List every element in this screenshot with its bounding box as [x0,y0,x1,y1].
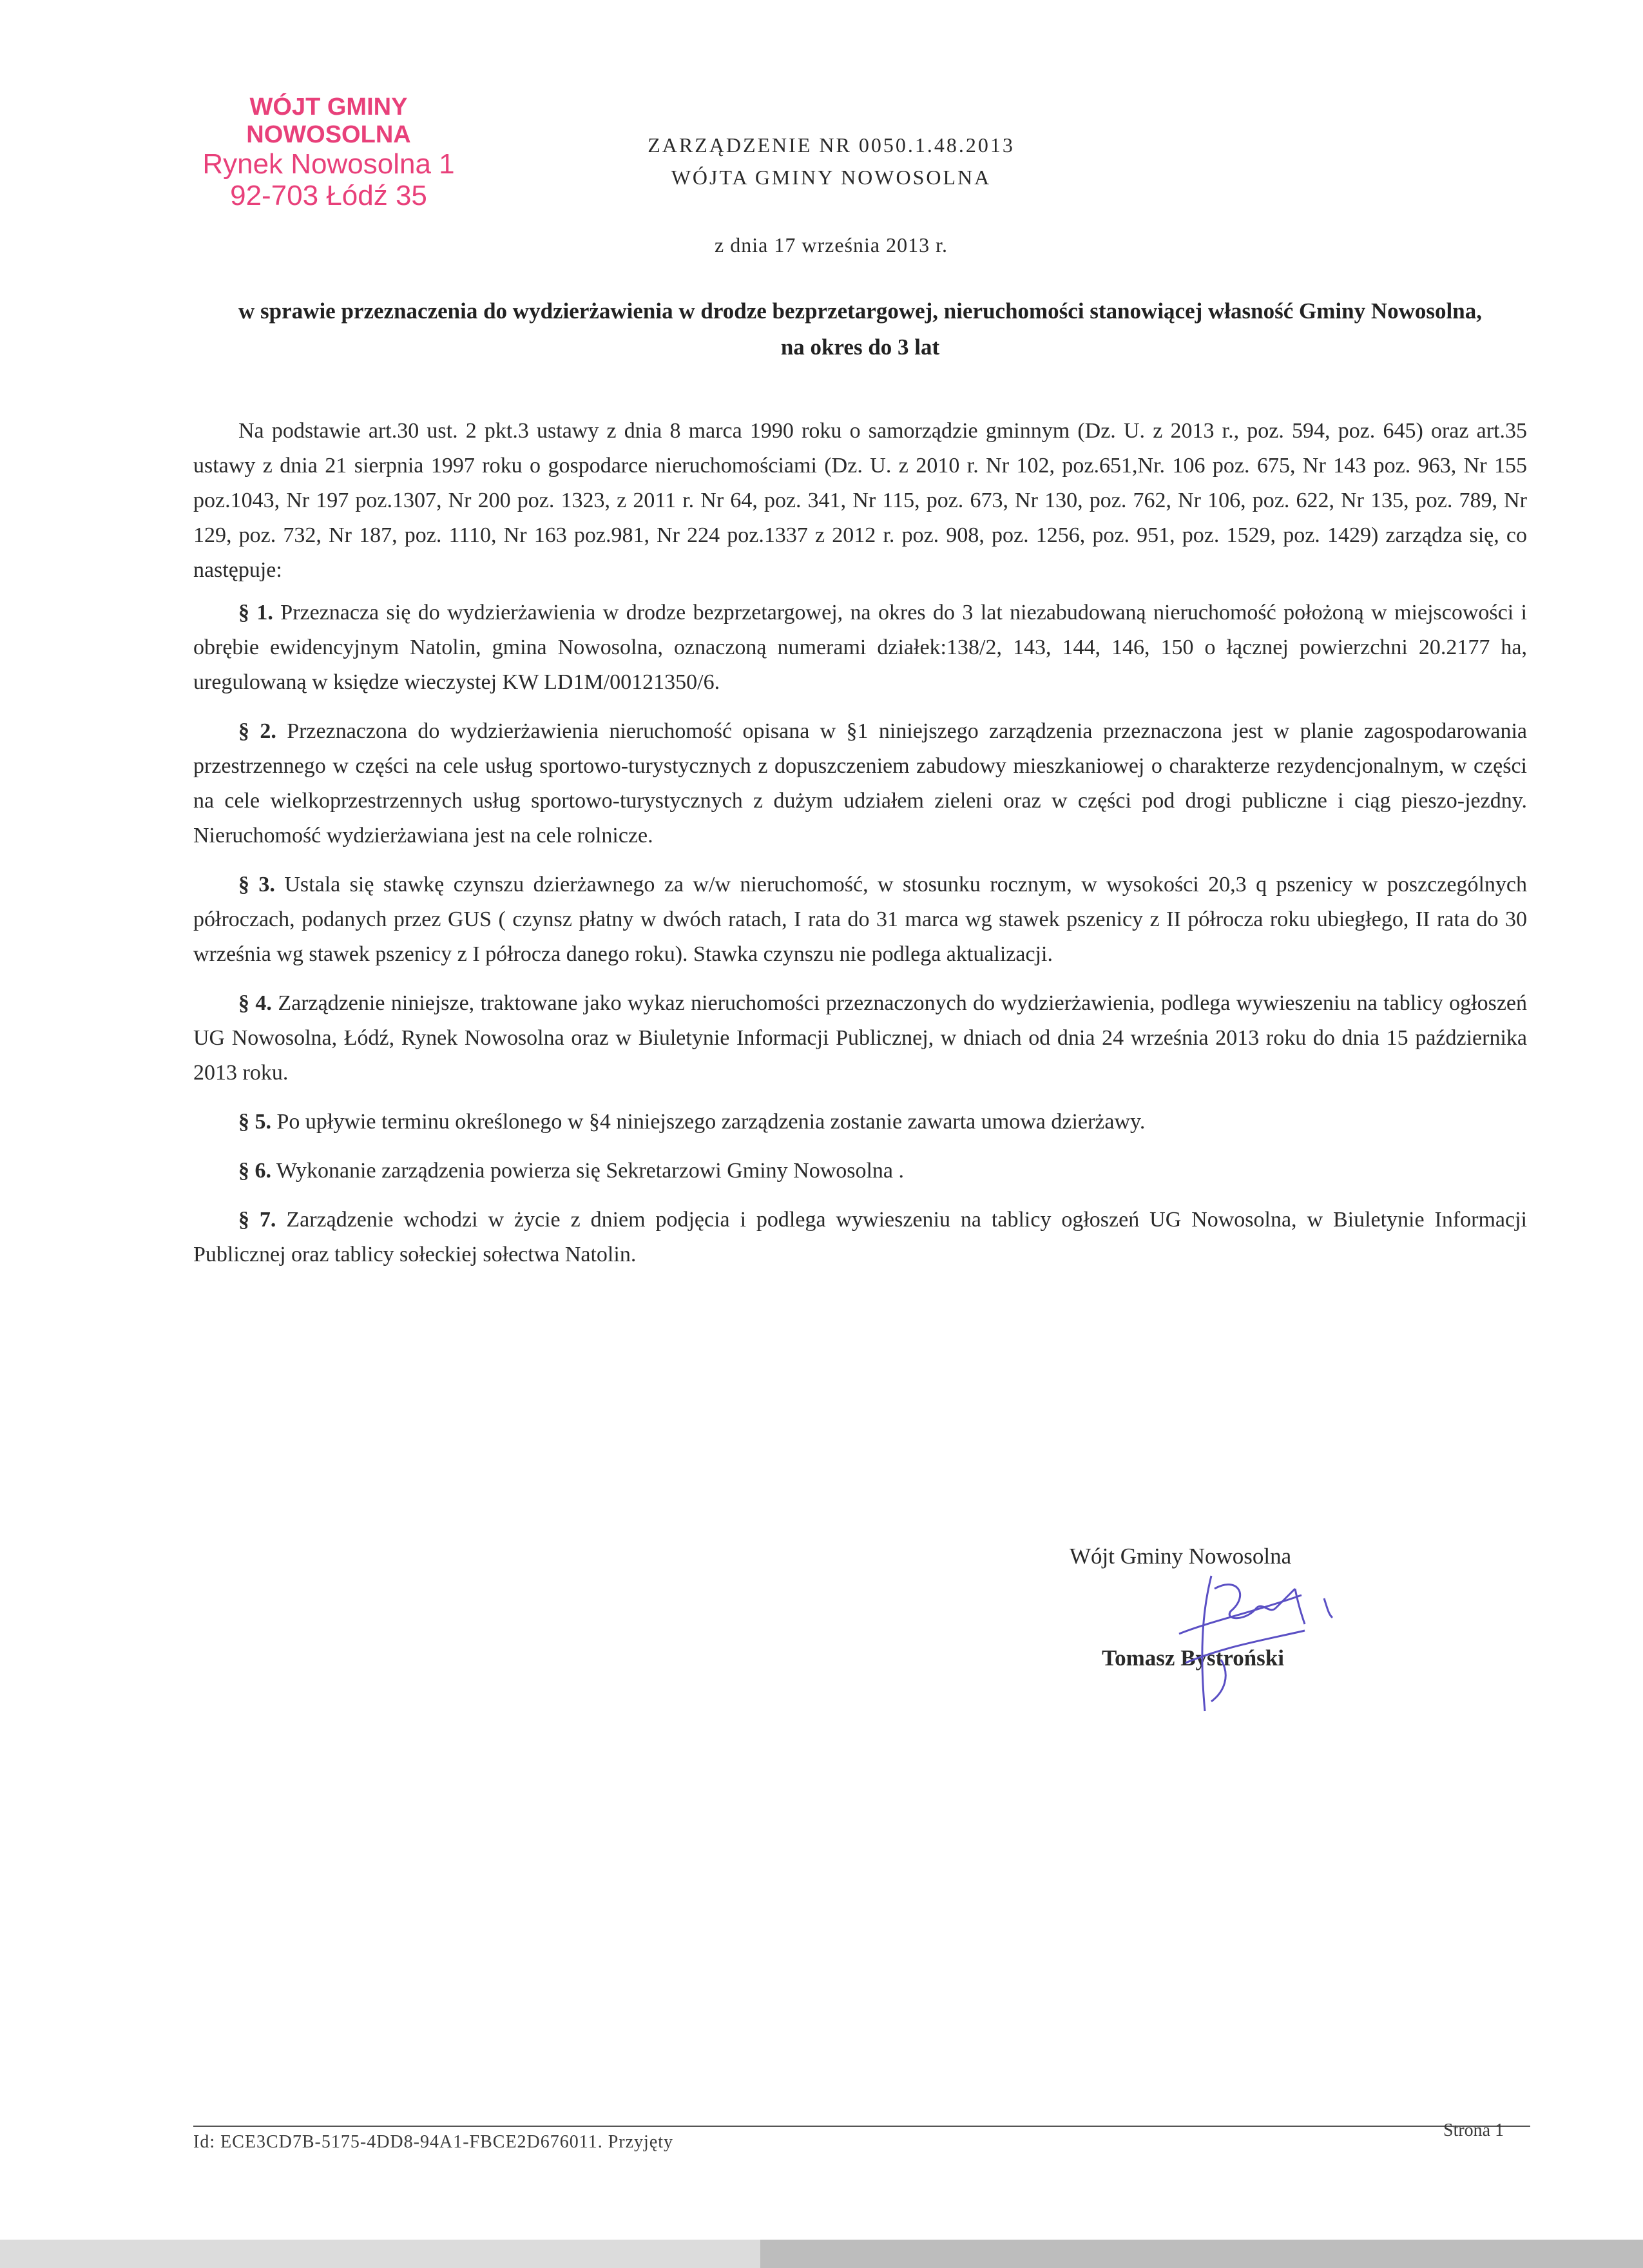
signature-block [1057,1544,1417,1671]
section-5 [193,1105,1527,1139]
issuer-title: WÓJTA GMINY NOWOSOLNA [671,166,992,189]
section-number: § 7. [238,1208,276,1232]
section-1 [193,596,1527,700]
section-text: Przeznaczona do wydzierżawienia nieruchomość opisana w §1 niniejszego zarządzenia przeznaczona jest w planie zagospodarowania przestrzennego w części na cele usług sportowo-turystycznych z dopuszczeniem zabudowy mieszkaniowej o charakterze rezydencjonalnym, w części na cele wielkoprzestrzennych usług sportowo-turystycznych z dużym udziałem zieleni oraz w części pod drogi publiczne i ciąg pieszo-jezdny. Nieruchomość wydzierżawiana jest na cele rolnicze. [193,719,1527,848]
stamp-line-street: Rynek Nowosolna 1 [202,148,455,180]
stamp-line-city: 92-703 Łódź 35 [230,180,427,212]
document-subject: w sprawie przeznaczenia do wydzierżawienia w drodze bezprzetargowej, nieruchomości stanowiącej własność Gminy Nowosolna, na okres do 3 lat [238,298,1482,360]
official-stamp [164,93,493,212]
section-7 [193,1203,1527,1272]
document-header [580,129,1082,193]
section-6 [193,1154,1527,1188]
stamp-line-office: WÓJT GMINY NOWOSOLNA [246,93,411,148]
section-4 [193,986,1527,1090]
handwritten-signature [1166,1550,1347,1718]
section-number: § 1. [238,601,273,625]
section-text: Po upływie terminu określonego w §4 niniejszego zarządzenia zostanie zawarta umowa dzierżawy. [276,1110,1146,1134]
document-id: Id: ECE3CD7B-5175-4DD8-94A1-FBCE2D676011. Przyjęty [193,2132,674,2152]
section-number: § 4. [238,991,272,1015]
section-text: Zarządzenie wchodzi w życie z dniem podjęcia i podlega wywieszeniu na tablicy ogłoszeń UG Nowosolna, w Biuletynie Informacji Publicznej oraz tablicy sołeckiej sołectwa Natolin. [193,1208,1527,1266]
section-2 [193,714,1527,853]
section-text: Wykonanie zarządzenia powierza się Sekretarzowi Gminy Nowosolna . [276,1159,905,1183]
document-date: z dnia 17 września 2013 r. [715,233,948,257]
section-text: Zarządzenie niniejsze, traktowane jako wykaz nieruchomości przeznaczonych do wydzierżawienia, podlega wywieszeniu na tablicy ogłoszeń UG Nowosolna, Łódź, Rynek Nowosolna oraz w Biuletynie Informacji Publicznej, w dniach od dnia 24 września 2013 roku do dnia 15 października 2013 roku. [193,991,1528,1085]
section-number: § 5. [238,1110,271,1134]
signatory-title: Wójt Gminy Nowosolna [1070,1544,1292,1569]
section-text: Przeznacza się do wydzierżawienia w drodze bezprzetargowej, na okres do 3 lat niezabudowaną nieruchomość położoną w miejscowości i obrębie ewidencyjnym Natolin, gmina Nowosolna, oznaczoną numerami działek:138/2, 143, 144, 146, 150 o łącznej powierzchni 20.2177 ha, uregulowaną w księdze wieczystej KW LD1M/00121350/6. [193,601,1528,694]
section-number: § 6. [238,1159,271,1183]
ordinance-number: ZARZĄDZENIE NR 0050.1.48.2013 [648,133,1015,157]
page-number: Strona 1 [1443,2120,1504,2140]
section-3 [193,867,1527,972]
section-number: § 2. [238,719,276,743]
document-body [193,414,1527,1286]
signatory-name: Tomasz Bystroński [1102,1645,1284,1671]
legal-basis-paragraph: Na podstawie art.30 ust. 2 pkt.3 ustawy z dnia 8 marca 1990 roku o samorządzie gminnym (Dz. U. z 2013 r., poz. 594, poz. 645) oraz art.35 ustawy z dnia 21 sierpnia 1997 roku o gospodarce nieruchomościami (Dz. U. z 2010 r. Nr 102, poz.651,Nr. 106 poz. 675, Nr 143 poz. 963, Nr 155 poz.1043, Nr 197 poz.1307, Nr 200 poz. 1323, z 2011 r. Nr 64, poz. 341, Nr 115, poz. 673, Nr 130, poz. 762, Nr 106, poz. 622, Nr 135, poz. 789, Nr 129, poz. 732, Nr 187, poz. 1110, Nr 163 poz.981, Nr 224 poz.1337 z 2012 r. poz. 908, poz. 1256, poz. 951, poz. 1529, poz. 1429) zarządza się, co następuje: [193,419,1527,582]
footer-divider [193,2126,1530,2127]
scan-edge-shadow [760,2240,1643,2268]
section-text: Ustala się stawkę czynszu dzierżawnego za w/w nieruchomość, w stosunku rocznym, w wysokości 20,3 q pszenicy w poszczególnych półroczach, podanych przez GUS ( czynsz płatny w dwóch ratach, I rata do 31 marca wg stawek pszenicy z II półrocza roku ubiegłego, II rata do 30 września wg stawek pszenicy z I półrocza danego roku). Stawka czynszu nie podlega aktualizacji. [193,873,1528,966]
section-number: § 3. [238,873,275,897]
